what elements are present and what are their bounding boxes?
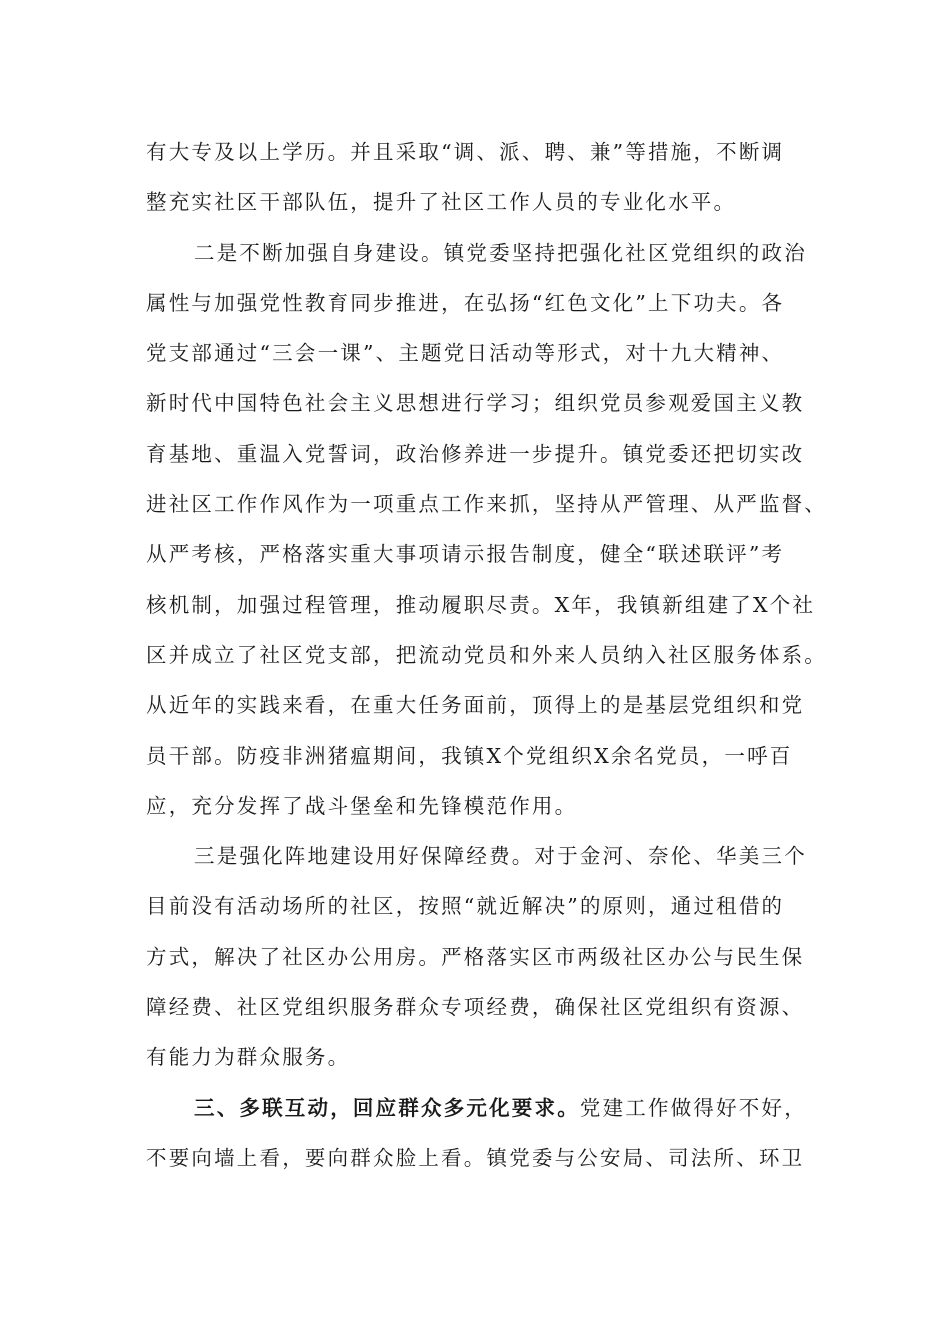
body-text: [146, 134, 836, 1190]
text-line-14: 应，充分发挥了战斗堡垒和先锋模范作用。: [146, 793, 578, 818]
text-line-11: 区并成立了社区党支部，把流动党员和外来人员纳入社区服务体系。: [146, 642, 827, 667]
text-line-13: 员干部。防疫非洲猪瘟期间，我镇X个党组织X余名党员，一呼百: [146, 743, 793, 768]
text-line-4: 属性与加强党性教育同步推进，在弘扬“红色文化”上下功夫。各: [146, 290, 785, 315]
text-line-16: 目前没有活动场所的社区，按照“就近解决”的原则，通过租借的: [146, 894, 785, 919]
text-line-15: 三是强化阵地建设用好保障经费。对于金河、奈伦、华美三个: [194, 844, 807, 869]
text-line-3: 二是不断加强自身建设。镇党委坚持把强化社区党组织的政治: [194, 240, 807, 265]
text-line-7: 育基地、重温入党誓词，政治修养进一步提升。镇党委还把切实改: [146, 441, 805, 466]
section-heading-continuation: 党建工作做得好不好，: [579, 1095, 807, 1120]
text-line-1: 有大专及以上学历。并且采取“调、派、聘、兼”等措施，不断调: [146, 140, 785, 164]
text-line-8: 进社区工作作风作为一项重点工作来抓，坚持从严管理、从严监督、: [146, 492, 827, 517]
text-line-18: 障经费、社区党组织服务群众专项经费，确保社区党组织有资源、: [146, 995, 805, 1020]
text-line-17: 方式，解决了社区办公用房。严格落实区市两级社区办公与民生保: [146, 944, 805, 969]
text-line-10: 核机制，加强过程管理，推动履职尽责。X年，我镇新组建了X个社: [146, 592, 816, 617]
text-line-9: 从严考核，严格落实重大事项请示报告制度，健全“联述联评”考: [146, 542, 785, 567]
text-line-6: 新时代中国特色社会主义思想进行学习；组织党员参观爱国主义教: [146, 391, 805, 416]
text-line-5: 党支部通过“三会一课”、主题党日活动等形式，对十九大精神、: [146, 341, 785, 366]
section-heading: 三、多联互动，回应群众多元化要求。: [194, 1095, 580, 1120]
text-line-12: 从近年的实践来看，在重大任务面前，顶得上的是基层党组织和党: [146, 693, 805, 718]
text-line-2: 整充实社区干部队伍，提升了社区工作人员的专业化水平。: [146, 190, 737, 215]
text-line-19: 有能力为群众服务。: [146, 1045, 351, 1070]
text-line-21: 不要向墙上看，要向群众脸上看。镇党委与公安局、司法所、环卫: [146, 1145, 805, 1170]
text-line-20: [146, 1090, 836, 1140]
